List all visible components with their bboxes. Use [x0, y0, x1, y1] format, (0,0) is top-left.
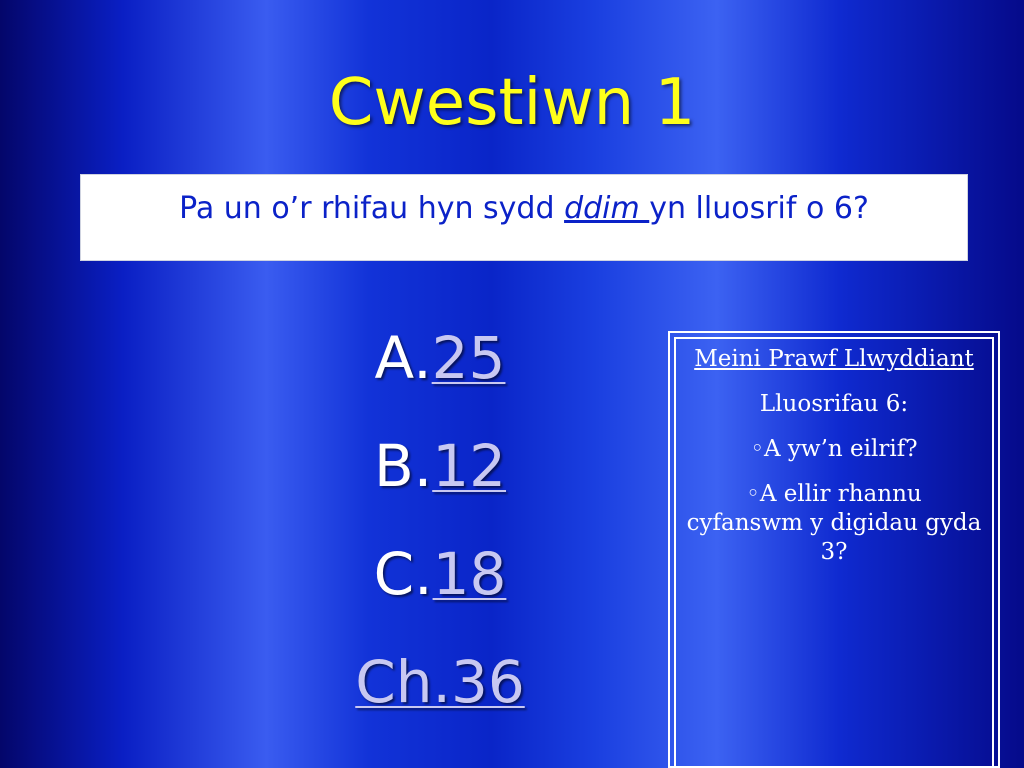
question-emphasis: ddim	[564, 191, 650, 226]
answer-c	[300, 534, 580, 642]
answer-b-letter: B.	[373, 432, 433, 500]
answer-a	[300, 318, 580, 426]
slide-title: Cwestiwn 1	[328, 66, 696, 140]
criteria-item-digit-sum: ◦A ellir rhannu cyfanswm y digidau gyda 3?	[686, 481, 982, 565]
question-box	[80, 174, 968, 261]
answer-list	[300, 318, 580, 750]
success-criteria-box	[668, 331, 1000, 768]
criteria-item-even: ◦A yw’n eilrif?	[750, 436, 918, 462]
question-text	[179, 189, 869, 229]
answer-a-link[interactable]: 25	[431, 324, 506, 392]
criteria-heading: Meini Prawf Llwyddiant	[694, 346, 974, 372]
question-text-end: yn lluosrif o 6?	[649, 191, 869, 226]
criteria-subheading: Lluosrifau 6:	[759, 391, 909, 417]
answer-a-letter: A.	[374, 324, 432, 392]
question-text-start: Pa un o’r rhifau hyn sydd	[179, 191, 565, 226]
success-criteria-inner	[674, 337, 994, 768]
answer-b	[300, 426, 580, 534]
answer-b-link[interactable]: 12	[432, 432, 507, 500]
answer-ch-link[interactable]: Ch.36	[355, 648, 525, 716]
answer-c-link[interactable]: 18	[432, 540, 507, 608]
answer-c-letter: C.	[373, 540, 433, 608]
answer-ch	[300, 642, 580, 750]
